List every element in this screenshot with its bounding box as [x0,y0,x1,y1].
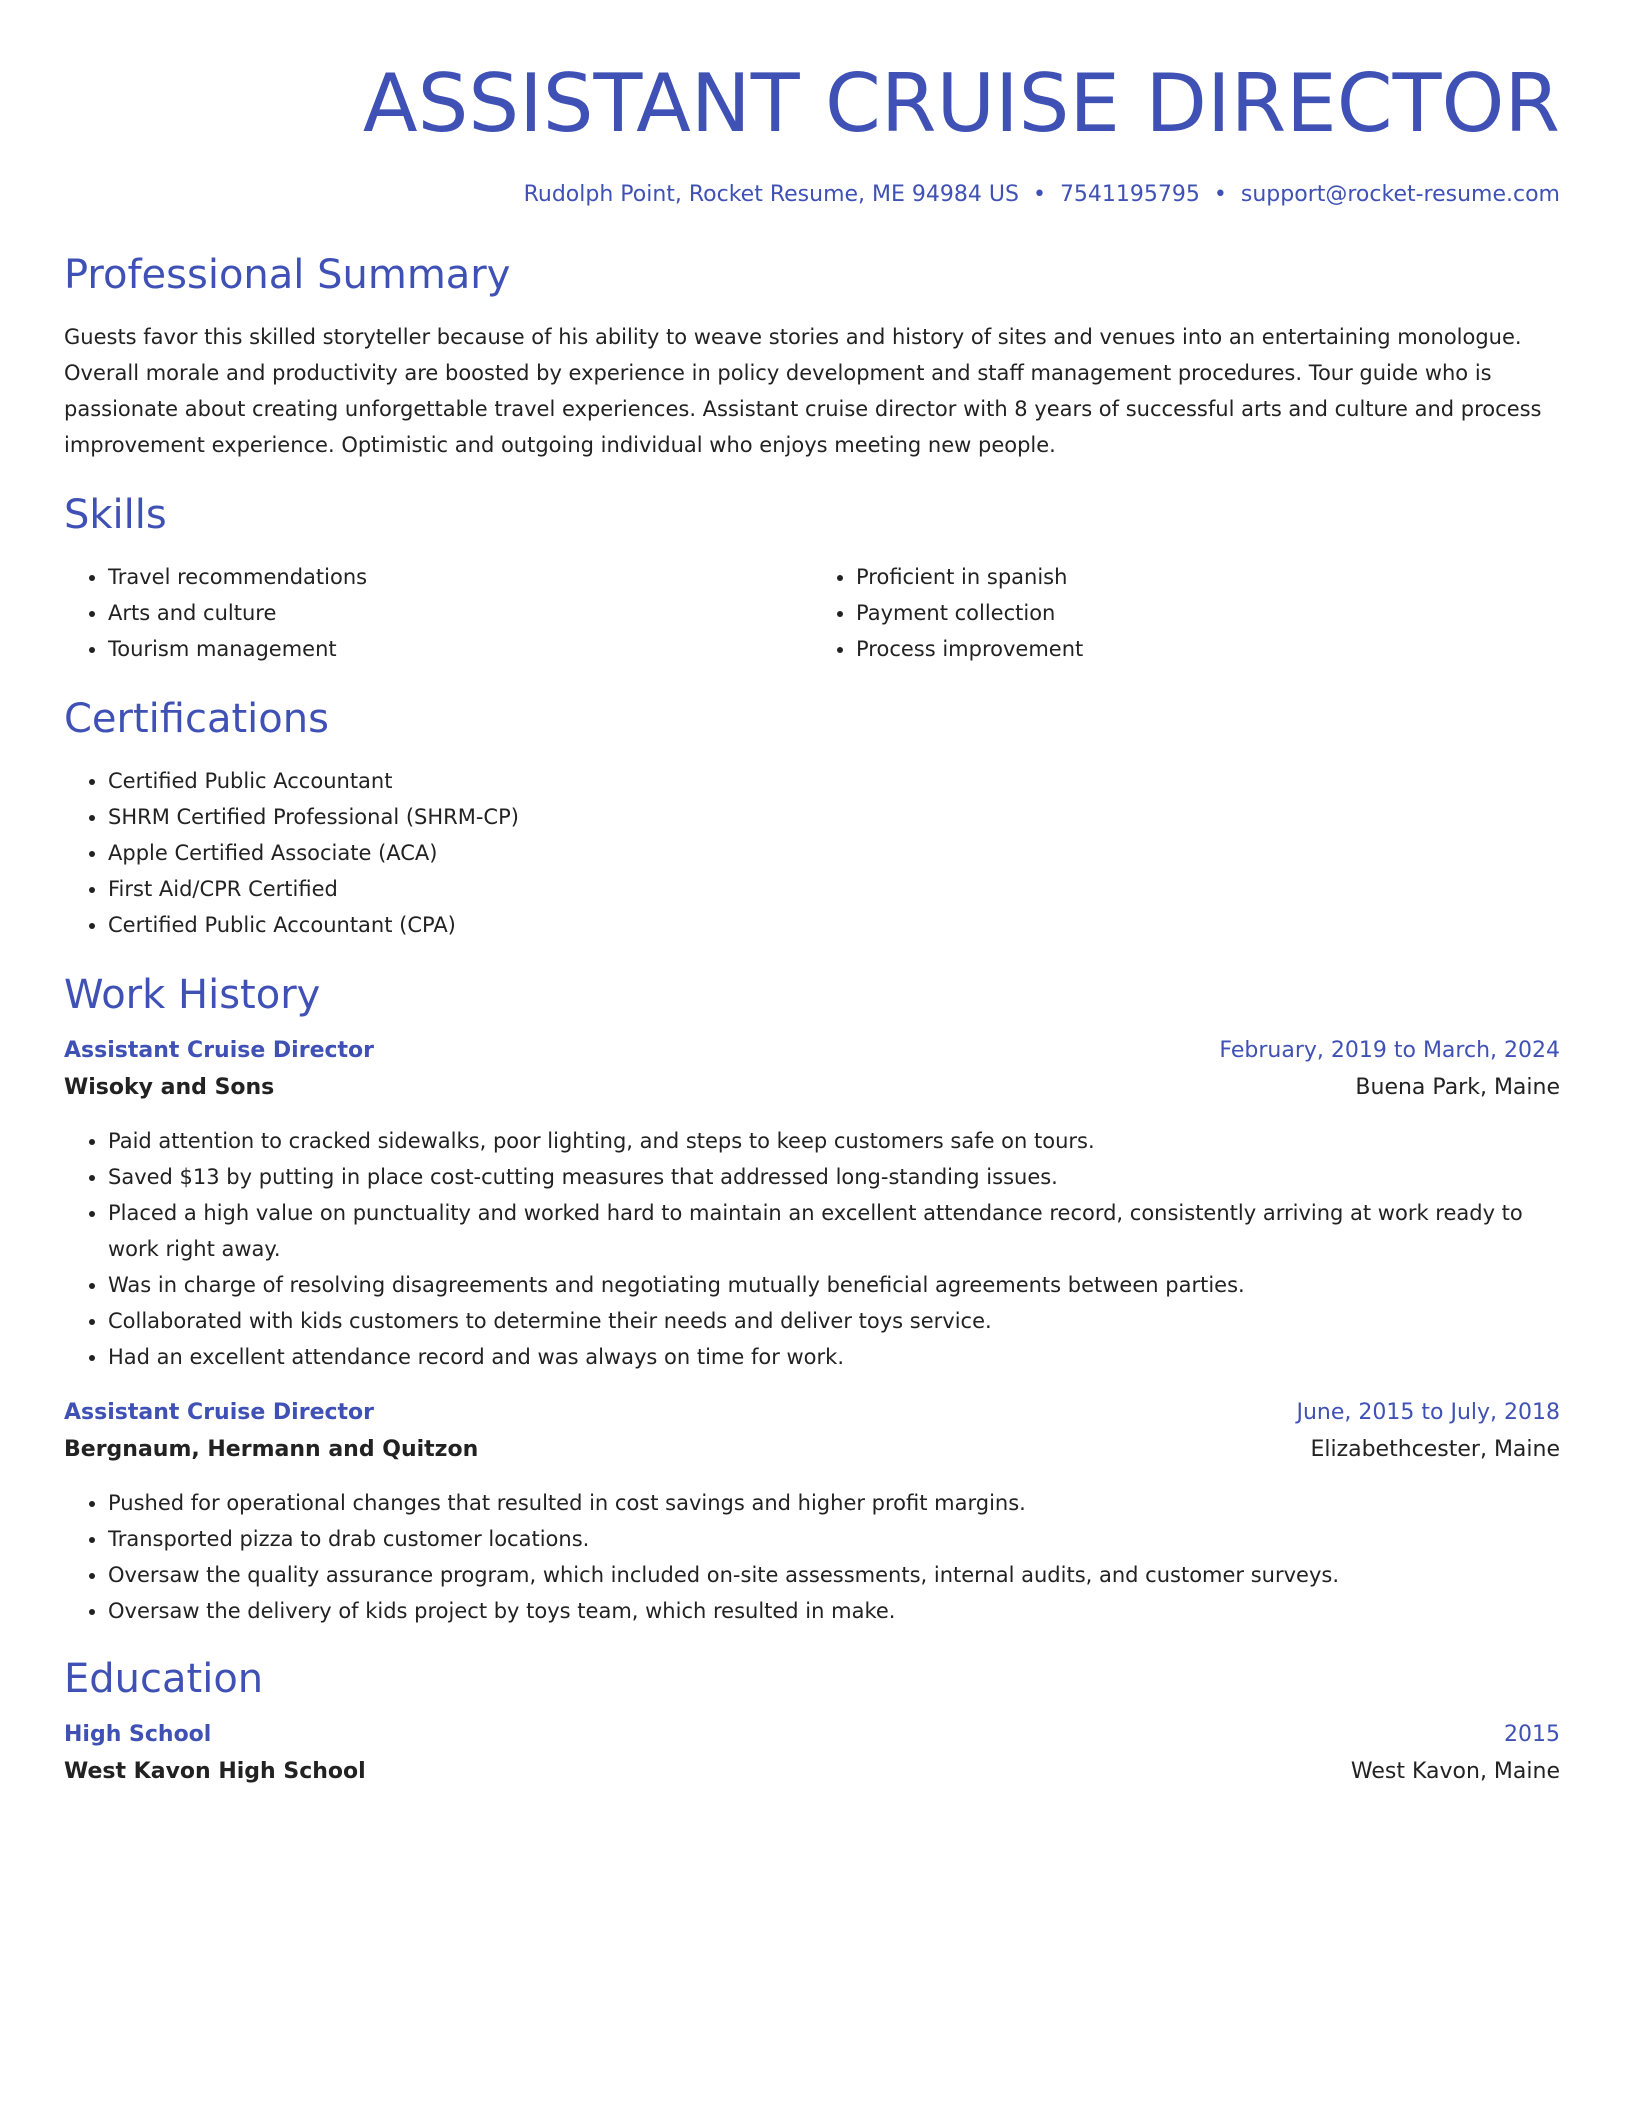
skill-item: • Travel recommendations [108,559,812,595]
education-header-row [64,1717,1560,1753]
job-company: Bergnaum, Hermann and Quitzon [64,1437,479,1462]
work-history-heading: Work History [64,972,321,1018]
job-bullet: • Collaborated with kids customers to determine their needs and deliver toys service. [108,1303,1560,1339]
job-entry [64,1033,1560,1375]
summary-text: Guests favor this skilled storyteller because of his ability to weave stories and history of sites and venues into an entertaining monologue. Overall morale and productivity are boosted by experience in policy development and staff management procedures. Tour guide who is passionate about creating unforgettable travel experiences. Assistant cruise director with 8 years of successful arts and culture and process improvement experience. Optimistic and outgoing individual who enjoys meeting new people. [64,325,1542,457]
job-bullets [64,1485,1560,1629]
job-bullet: • Paid attention to cracked sidewalks, poor lighting, and steps to keep customers safe on tours. [108,1123,1560,1159]
education-school: West Kavon High School [64,1759,366,1784]
certifications-list [64,763,1560,943]
education-entry [64,1717,1560,1791]
certification-item: • Certified Public Accountant [108,763,1560,799]
education-school-row [64,1753,1560,1791]
job-bullet: • Transported pizza to drab customer locations. [108,1521,1560,1557]
contact-address: Rudolph Point, Rocket Resume, ME 94984 US [523,182,1019,207]
job-company-row [64,1069,1560,1107]
skills-list [64,559,1560,667]
job-bullet: • Pushed for operational changes that resulted in cost savings and higher profit margins. [108,1485,1560,1521]
job-header-row [64,1033,1560,1069]
job-dates: February, 2019 to March, 2024 [1219,1038,1560,1063]
job-company-row [64,1431,1560,1469]
job-bullet: • Oversaw the quality assurance program, which included on-site assessments, internal audits, and customer surveys. [108,1557,1560,1593]
job-bullet: • Was in charge of resolving disagreements and negotiating mutually beneficial agreements between parties. [108,1267,1560,1303]
skill-item: • Payment collection [856,595,1560,631]
certification-item: • Certified Public Accountant (CPA) [108,907,1560,943]
job-header-row [64,1395,1560,1431]
job-title: Assistant Cruise Director [64,1400,375,1425]
skill-item: • Tourism management [108,631,812,667]
contact-email[interactable]: support@rocket-resume.com [1240,182,1560,207]
certification-item: • Apple Certified Associate (ACA) [108,835,1560,871]
skills-column-right [812,559,1560,667]
certification-item: • First Aid/CPR Certified [108,871,1560,907]
job-entry [64,1395,1560,1629]
summary-heading: Professional Summary [64,252,511,298]
skill-item: • Proficient in spanish [856,559,1560,595]
skills-column-left [64,559,812,667]
job-title: Assistant Cruise Director [64,1038,375,1063]
education-year: 2015 [1504,1722,1560,1747]
certifications-heading: Certifications [64,696,329,742]
skill-item: • Arts and culture [108,595,812,631]
contact-separator: • [1213,182,1227,207]
job-dates: June, 2015 to July, 2018 [1296,1400,1560,1425]
education-location: West Kavon, Maine [1350,1759,1560,1784]
skills-heading: Skills [64,492,167,538]
job-location: Buena Park, Maine [1355,1075,1560,1100]
education-heading: Education [64,1656,264,1702]
contact-phone: 7541195795 [1059,182,1200,207]
resume-title: ASSISTANT CRUISE DIRECTOR [362,57,1560,150]
job-bullets [64,1123,1560,1375]
job-bullet: • Placed a high value on punctuality and worked hard to maintain an excellent attendance record, consistently arriving at work ready to work right away. [108,1195,1560,1267]
resume-page [64,0,1560,1791]
certification-item: • SHRM Certified Professional (SHRM-CP) [108,799,1560,835]
job-bullet: • Oversaw the delivery of kids project by toys team, which resulted in make. [108,1593,1560,1629]
contact-separator: • [1032,182,1046,207]
skill-item: • Process improvement [856,631,1560,667]
job-bullet: • Saved $13 by putting in place cost-cutting measures that addressed long-standing issues. [108,1159,1560,1195]
job-location: Elizabethcester, Maine [1310,1437,1560,1462]
job-company: Wisoky and Sons [64,1075,275,1100]
education-degree: High School [64,1722,212,1747]
job-bullet: • Had an excellent attendance record and was always on time for work. [108,1339,1560,1375]
contact-line [64,180,1560,210]
